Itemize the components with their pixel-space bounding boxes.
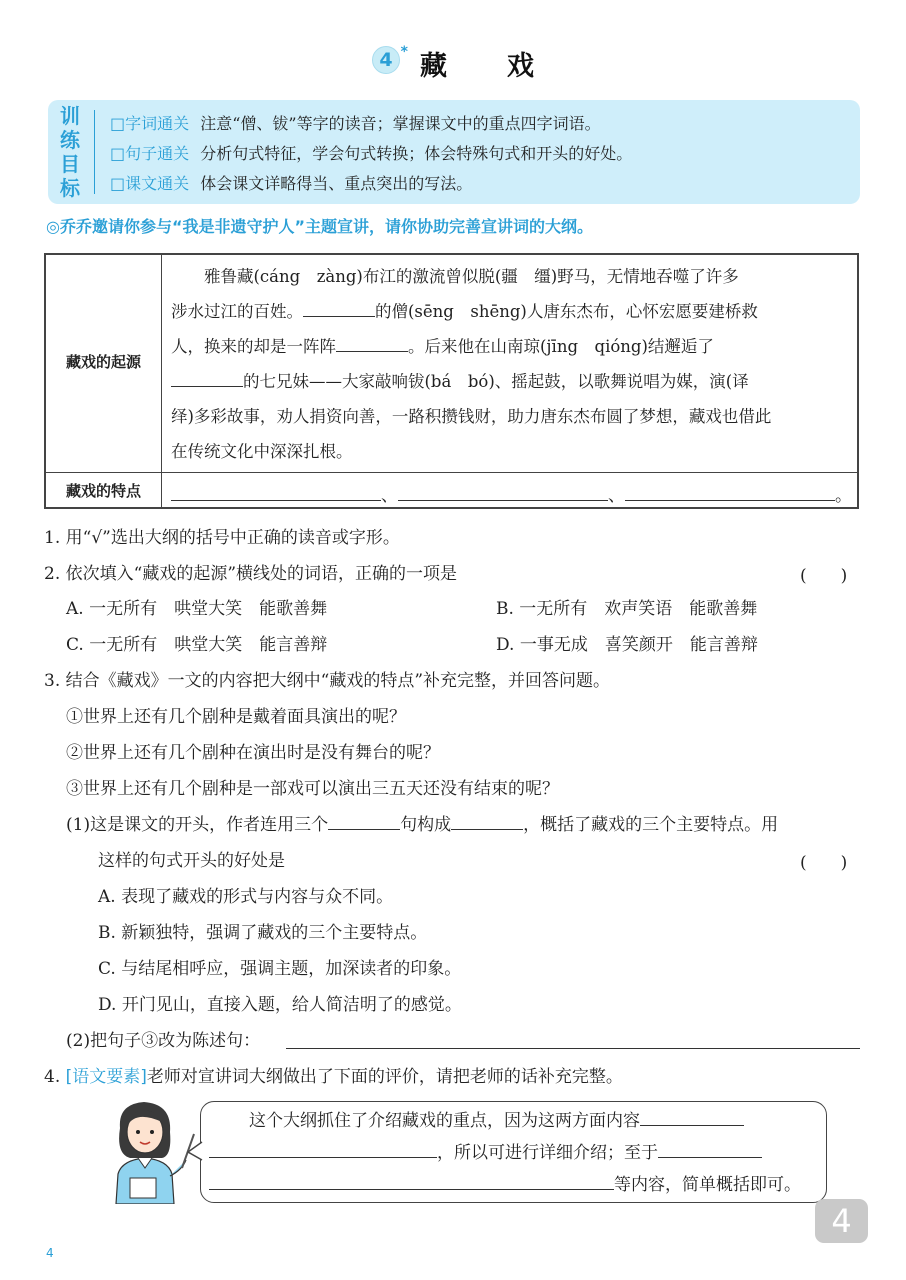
goals-side-char: 练 — [60, 128, 80, 152]
table-row-divider — [46, 472, 857, 473]
goal-tag[interactable]: □字词通关 — [110, 114, 190, 133]
goals-side-char: 目 — [60, 152, 80, 176]
q2-option-d[interactable]: D. 一事无成 喜笑颜开 能言善辩 — [496, 635, 758, 655]
q3-sentence-2: ②世界上还有几个剧种在演出时是没有舞台的呢？ — [66, 743, 440, 763]
q3-option-d[interactable]: D. 开门见山，直接入题，给人简洁明了的感觉。 — [98, 995, 462, 1015]
blank-line[interactable] — [171, 370, 243, 387]
origin-line: 在传统文化中深深扎根。 — [171, 442, 353, 461]
feature-blank-3[interactable] — [625, 484, 835, 501]
table-col-divider — [161, 255, 162, 507]
q2-option-a[interactable]: A. 一无所有 哄堂大笑 能歌善舞 — [66, 599, 328, 619]
goals-side-char: 标 — [60, 176, 80, 200]
q2-option-b[interactable]: B. 一无所有 欢声笑语 能歌善舞 — [496, 599, 758, 619]
outline-table — [44, 253, 859, 509]
blank-line[interactable] — [209, 1141, 437, 1158]
q2-option-c[interactable]: C. 一无所有 哄堂大笑 能言善辩 — [66, 635, 328, 655]
lesson-star: * — [400, 44, 408, 60]
page-badge: 4 — [815, 1199, 868, 1243]
q3-sentence-3: ③世界上还有几个剧种是一部戏可以演出三五天还没有结束的呢？ — [66, 779, 559, 799]
feature-blank-2[interactable] — [398, 484, 608, 501]
lesson-number-badge — [372, 44, 408, 74]
goal-item — [110, 108, 601, 140]
blank-line[interactable] — [303, 300, 375, 317]
q3-option-c[interactable]: C. 与结尾相呼应，强调主题，加深读者的印象。 — [98, 959, 462, 979]
origin-line: 人，换来的却是一阵阵 。后来他在山南琼(jīng qióng)结邂逅了 — [171, 337, 714, 356]
teacher-illustration — [100, 1098, 200, 1204]
bubble-line-3: 等内容，简单概括即可。 — [209, 1172, 801, 1198]
goal-text: 注意“僧、钹”等字的读音；掌握课文中的重点四字词语。 — [200, 114, 601, 133]
bubble-line-2: ，所以可进行详细介绍；至于 — [209, 1140, 762, 1166]
goals-side-char: 训 — [60, 104, 80, 128]
bubble-line-1: 这个大纲抓住了介绍藏戏的重点，因为这两方面内容 — [249, 1108, 744, 1134]
question-4: 4. [语文要素]老师对宣讲词大纲做出了下面的评价，请把老师的话补充完整。 — [44, 1067, 623, 1087]
q3-option-a[interactable]: A. 表现了藏戏的形式与内容与众不同。 — [98, 887, 394, 907]
row-label-features: 藏戏的特点 — [65, 482, 141, 500]
blank-line[interactable] — [336, 335, 408, 352]
page-number: 4 — [46, 1246, 54, 1260]
origin-line: 的七兄妹——大家敲响钹(bá bó)、摇起鼓，以歌舞说唱为媒，演(译 — [171, 364, 857, 399]
lesson-header — [372, 42, 572, 82]
blank-line[interactable] — [451, 813, 523, 830]
intro-text: ◎乔乔邀请你参与“我是非遗守护人”主题宣讲，请你协助完善宣讲词的大纲。 — [46, 217, 593, 236]
answer-paren[interactable]: ( ) — [800, 566, 848, 586]
origin-text — [171, 259, 857, 469]
features-blanks: 、 、 。 — [171, 481, 857, 506]
q3-sentence-1: ①世界上还有几个剧种是戴着面具演出的呢？ — [66, 707, 406, 727]
speech-bubble — [200, 1101, 827, 1203]
blank-line[interactable] — [209, 1173, 614, 1190]
goals-side-label — [58, 104, 82, 200]
goal-tag[interactable]: □句子通关 — [110, 144, 190, 163]
q3-part-2-answer-line[interactable] — [286, 1048, 860, 1049]
goal-item — [110, 168, 472, 200]
goals-divider — [94, 110, 95, 194]
goal-text: 体会课文详略得当、重点突出的写法。 — [200, 174, 473, 193]
origin-line: 雅鲁藏(cáng zàng)布江的激流曾似脱(疆 缰)野马，无情地吞噬了许多 — [204, 267, 739, 286]
answer-paren[interactable]: ( ) — [800, 853, 848, 873]
blank-line[interactable] — [328, 813, 400, 830]
origin-line: 涉水过江的百姓。 的僧(sēng shēng)人唐东杰布，心怀宏愿要建桥救 — [171, 302, 758, 321]
training-goals-box — [48, 100, 860, 204]
lesson-title: 藏 戏 — [420, 51, 536, 82]
lesson-number: 4 — [379, 49, 393, 71]
question-2: 2. 依次填入“藏戏的起源”横线处的词语，正确的一项是 — [44, 564, 458, 584]
blank-line[interactable] — [658, 1141, 762, 1158]
row-label-origin: 藏戏的起源 — [65, 353, 141, 371]
bubble-tail — [186, 1140, 204, 1162]
question-1: 1. 用“√”选出大纲的括号中正确的读音或字形。 — [44, 528, 400, 548]
q3-part-2: (2)把句子③改为陈述句： — [66, 1031, 261, 1051]
q3-part-1: (1)这是课文的开头，作者连用三个 句构成 ，概括了藏戏的三个主要特点。用 — [66, 815, 779, 835]
origin-line: 绎)多彩故事，劝人捐资向善，一路积攒钱财，助力唐东杰布圆了梦想，藏戏也借此 — [171, 407, 772, 426]
goal-item — [110, 138, 632, 170]
blank-line[interactable] — [640, 1109, 744, 1126]
goal-text: 分析句式特征，学会句式转换；体会特殊句式和开头的好处。 — [200, 144, 633, 163]
language-element-tag: [语文要素] — [65, 1067, 147, 1087]
q3-option-b[interactable]: B. 新颖独特，强调了藏戏的三个主要特点。 — [98, 923, 428, 943]
q3-part-1-line2: 这样的句式开头的好处是 — [98, 851, 285, 871]
goal-tag[interactable]: □课文通关 — [110, 174, 190, 193]
question-3: 3. 结合《藏戏》一文的内容把大纲中“藏戏的特点”补充完整，并回答问题。 — [44, 671, 611, 691]
feature-blank-1[interactable] — [171, 484, 381, 501]
